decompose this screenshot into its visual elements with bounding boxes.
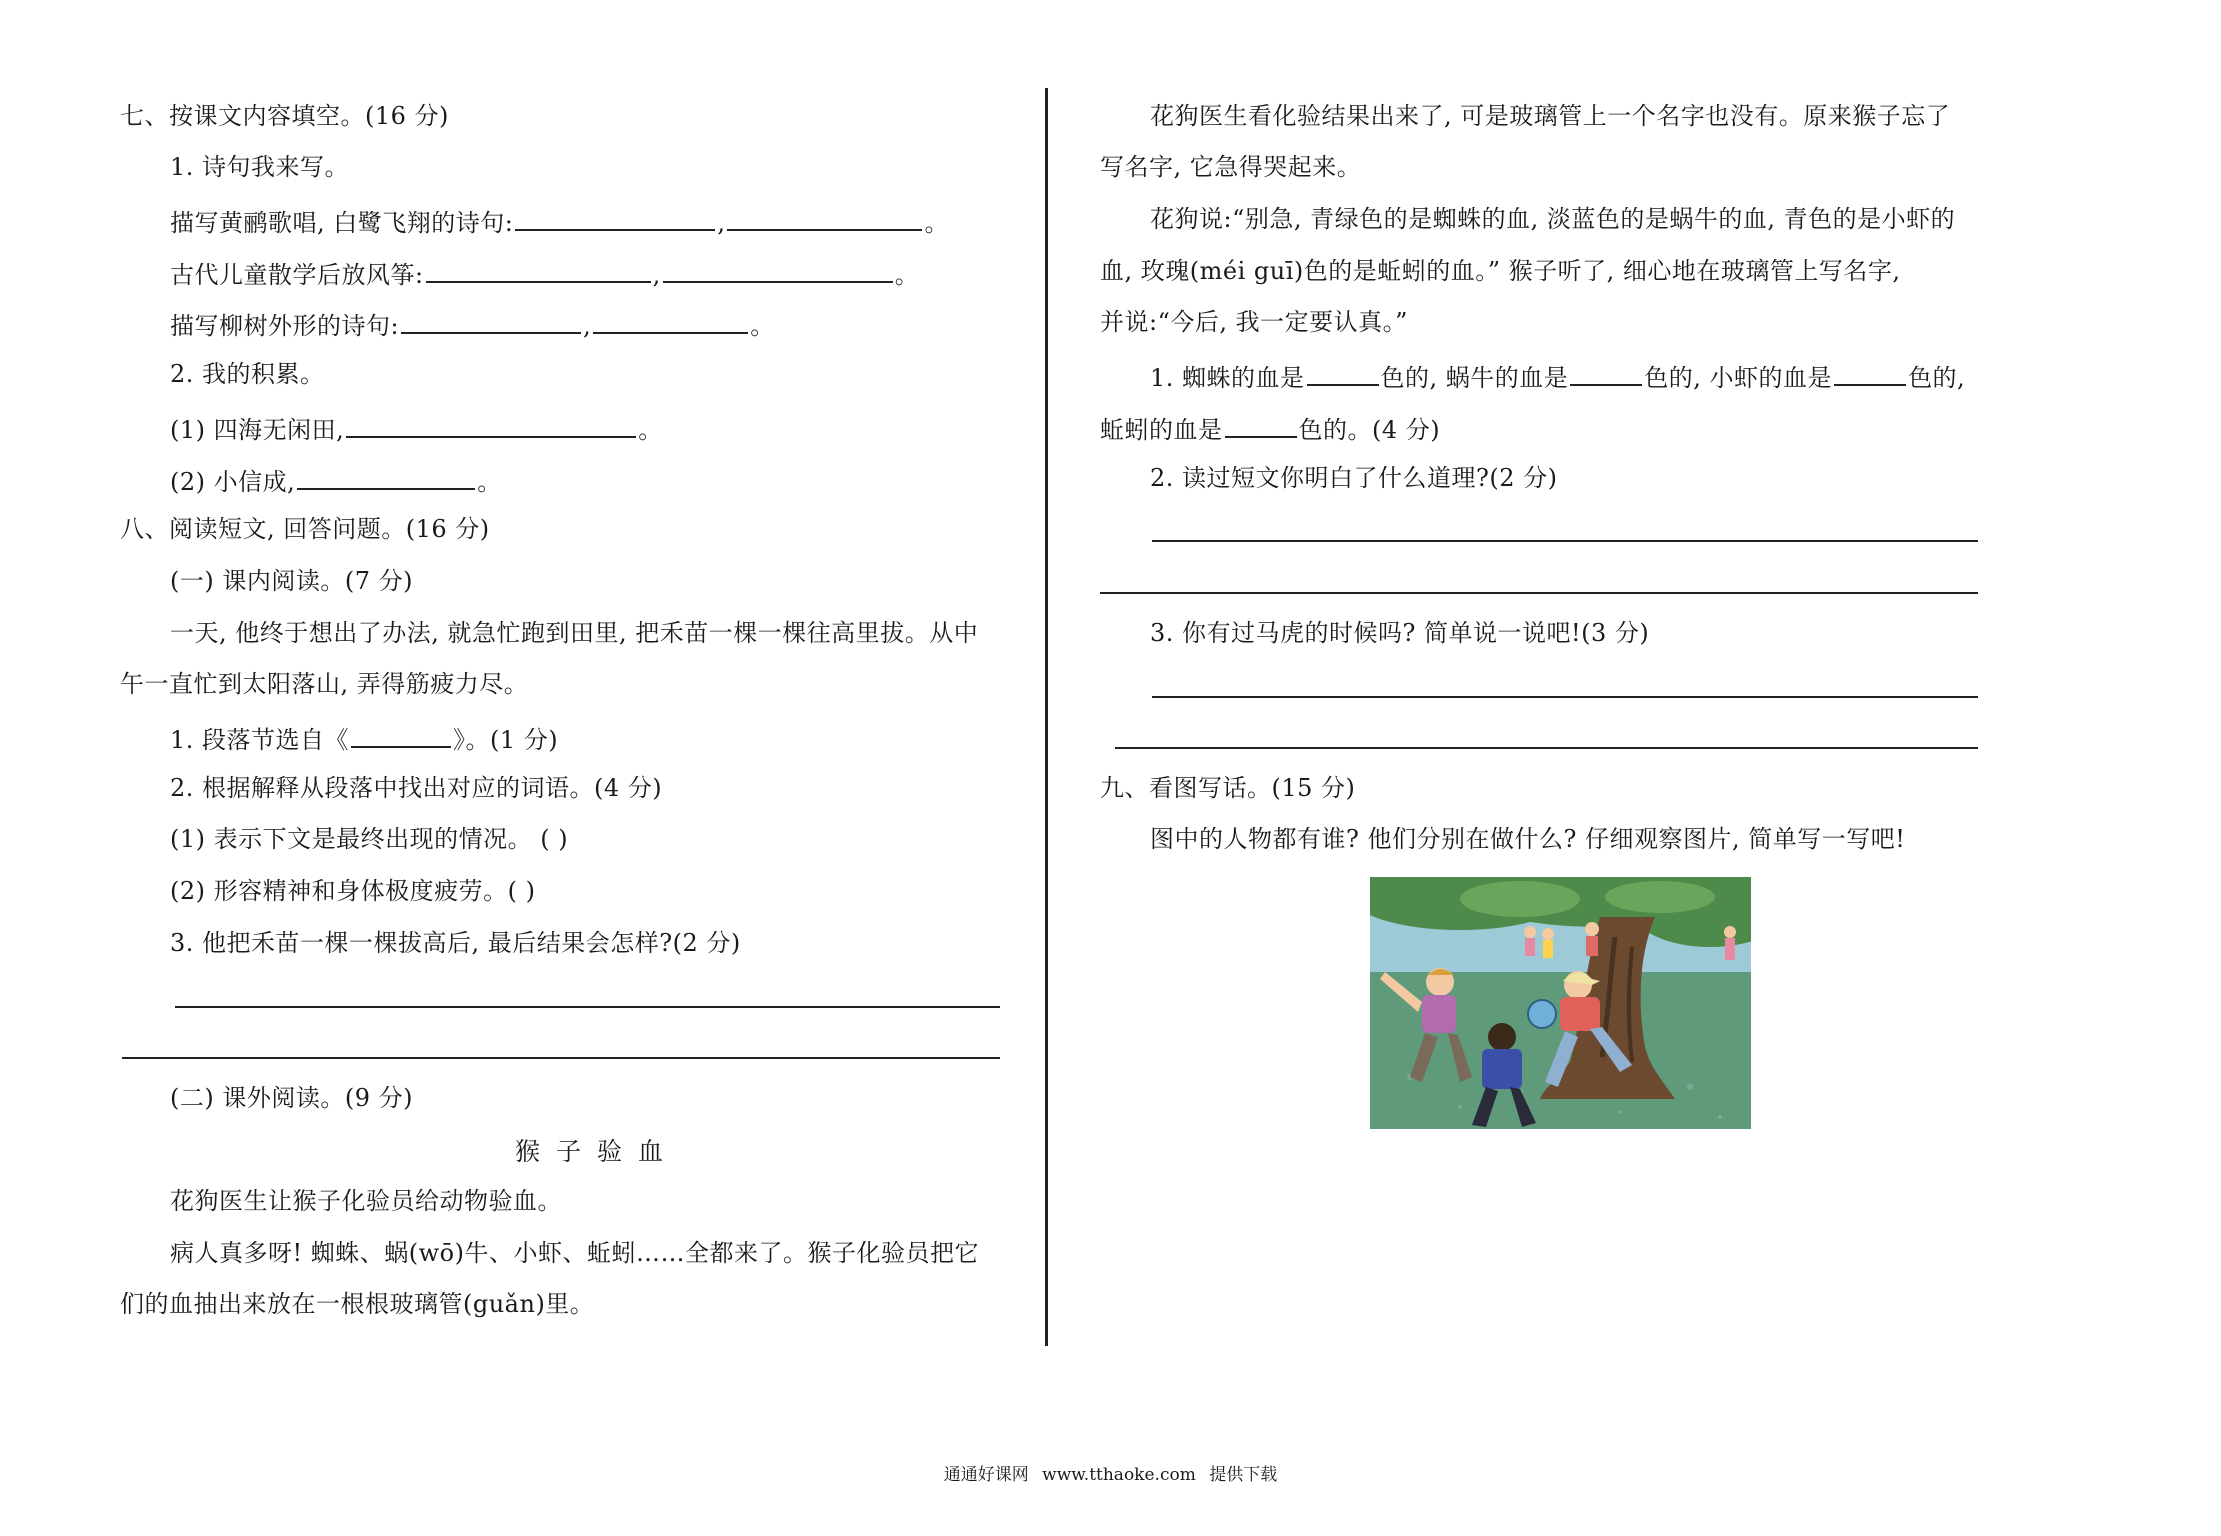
part-1-header: (一) 课内阅读。(7 分) [170,567,413,595]
answer-line[interactable] [1152,540,1978,542]
passage-line: 午一直忙到太阳落山, 弄得筋疲力尽。 [120,670,529,698]
answer-line[interactable] [122,1057,1000,1059]
section-9-prompt: 图中的人物都有谁? 他们分别在做什么? 仔细观察图片, 简单写一写吧! [1150,825,1906,853]
comma: , [583,312,592,340]
children-playing-illustration [1370,877,1751,1129]
answer-blank[interactable] [351,720,451,748]
period: 。 [750,312,775,340]
comma: , [652,261,661,289]
question-7-2: 2. 我的积累。 [170,360,325,388]
prompt-text: 古代儿童散学后放风筝: [170,261,424,289]
prompt-text: 》。(1 分) [453,726,559,754]
story-paragraph: 血, 玫瑰(méi guī)色的是蚯蚓的血。” 猴子听了, 细心地在玻璃管上写名字, [1100,257,1901,285]
prompt-text: (1) 四海无闲田, [170,416,345,444]
answer-blank[interactable] [1225,410,1297,438]
column-divider [1045,88,1048,1346]
prompt-text: 蚯蚓的血是 [1100,416,1223,444]
question-7-1-b [170,255,919,291]
question-7-1-c [170,306,775,342]
answer-blank[interactable] [727,203,922,231]
question-7-1: 1. 诗句我来写。 [170,153,350,181]
question-8-2-b: (2) 形容精神和身体极度疲劳。( ) [170,877,536,905]
prompt-text: 1. 蜘蛛的血是 [1150,364,1305,392]
part-2-header: (二) 课外阅读。(9 分) [170,1084,413,1112]
answer-blank[interactable] [663,255,893,283]
answer-line[interactable] [1100,592,1978,594]
footer-url-link[interactable]: www.tthaoke.com [1042,1465,1196,1485]
prompt-text: 色的。(4 分) [1298,416,1441,444]
answer-blank[interactable] [426,255,651,283]
story-title: 猴子验血 [515,1137,680,1166]
answer-blank[interactable] [297,462,475,490]
footer-suffix: 提供下载 [1209,1465,1278,1485]
answer-blank[interactable] [346,410,636,438]
period: 。 [924,209,949,237]
story-paragraph: 并说:“今后, 我一定要认真。” [1100,308,1408,336]
answer-blank[interactable] [401,306,581,334]
answer-blank[interactable] [515,203,715,231]
question-8-3: 3. 他把禾苗一棵一棵拔高后, 最后结果会怎样?(2 分) [170,929,741,957]
comma: , [717,209,726,237]
question-r1 [1150,358,1965,394]
question-7-1-a [170,203,949,239]
period: 。 [894,261,920,289]
prompt-text: 描写黄鹂歌唱, 白鹭飞翔的诗句: [170,209,514,237]
story-paragraph: 花狗说:“别急, 青绿色的是蜘蛛的血, 淡蓝色的是蜗牛的血, 青色的是小虾的 [1150,205,1956,233]
footer-site-name: 通通好课网 [943,1465,1029,1485]
section-9-header: 九、看图写话。(15 分) [1100,774,1356,802]
question-r1-cont [1100,410,1440,446]
answer-line[interactable] [1152,696,1978,698]
question-8-1 [170,720,558,756]
question-r2: 2. 读过短文你明白了什么道理?(2 分) [1150,464,1558,492]
section-7-header: 七、按课文内容填空。(16 分) [120,102,449,130]
story-paragraph: 写名字, 它急得哭起来。 [1100,153,1362,181]
prompt-text: 1. 段落节选自《 [170,726,350,754]
story-paragraph: 们的血抽出来放在一根根玻璃管(guǎn)里。 [120,1290,595,1318]
prompt-text: 色的, 小虾的血是 [1644,364,1833,392]
answer-blank[interactable] [593,306,748,334]
answer-line[interactable] [1115,747,1978,749]
period: 。 [638,416,663,444]
story-paragraph: 病人真多呀! 蜘蛛、蜗(wō)牛、小虾、蚯蚓……全都来了。猴子化验员把它 [170,1239,979,1267]
question-7-2-b [170,462,502,498]
answer-line[interactable] [175,1006,1000,1008]
period: 。 [477,468,502,496]
story-paragraph: 花狗医生让猴子化验员给动物验血。 [170,1187,562,1215]
answer-blank[interactable] [1834,358,1906,386]
story-paragraph: 花狗医生看化验结果出来了, 可是玻璃管上一个名字也没有。原来猴子忘了 [1150,102,1951,130]
page-footer [0,1460,2221,1485]
prompt-text: 色的, [1908,364,1966,392]
passage-line: 一天, 他终于想出了办法, 就急忙跑到田里, 把禾苗一棵一棵往高里拔。从中 [170,619,979,647]
section-8-header: 八、阅读短文, 回答问题。(16 分) [120,515,490,543]
question-r3: 3. 你有过马虎的时候吗? 简单说一说吧!(3 分) [1150,619,1650,647]
question-7-2-a [170,410,663,446]
question-8-2: 2. 根据解释从段落中找出对应的词语。(4 分) [170,774,663,802]
answer-blank[interactable] [1570,358,1642,386]
prompt-text: (2) 小信成, [170,468,296,496]
question-8-2-a: (1) 表示下文是最终出现的情况。 ( ) [170,825,569,853]
prompt-text: 描写柳树外形的诗句: [170,312,400,340]
prompt-text: 色的, 蜗牛的血是 [1380,364,1569,392]
answer-blank[interactable] [1307,358,1379,386]
